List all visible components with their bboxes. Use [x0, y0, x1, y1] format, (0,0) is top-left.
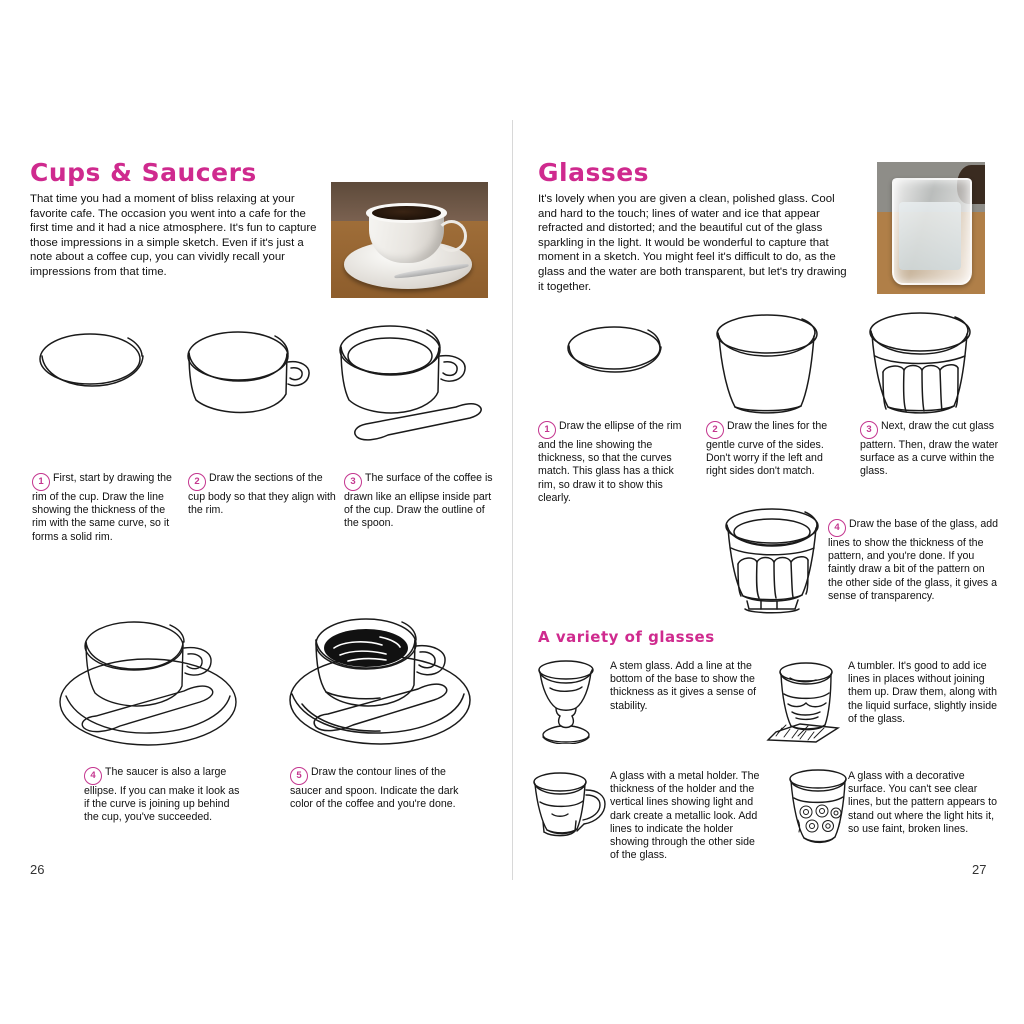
page-title-glasses: Glasses — [538, 158, 650, 187]
illustration-cup-rim-ellipse — [32, 326, 152, 396]
step-badge-3: 3 — [344, 473, 362, 491]
glass-step-text-2: Draw the lines for the gentle curve of the sides. Don't worry if the left and right sides don't match. — [706, 420, 828, 478]
glass-step-badge-4: 4 — [828, 519, 846, 537]
photo-coffee-cup — [331, 182, 488, 298]
intro-paragraph-glasses: It's lovely when you are given a clean, polished glass. Cool and hard to the touch; lines of water and ice that appear refracted and distorted; and the beautiful cut of the glass sparkling in the light. It would be wonderful to capture that moment in a sketch. You might feel it's difficult to do, as the glass and the water are both transparent, but let's try drawing it together. — [538, 193, 847, 293]
step-caption-5 — [290, 766, 460, 811]
illustration-glass-rim-ellipse — [560, 322, 670, 382]
variety-caption-decorative-glass: A glass with a decorative surface. You can't see clear lines, but the pattern appears to stand out where the light hits it, so use faint, broken lines. — [848, 770, 998, 835]
page-number-right: 27 — [972, 862, 987, 877]
step-caption-3 — [344, 472, 494, 531]
illustration-finished-glass — [717, 506, 827, 618]
illustration-finished-coffee-cup — [282, 600, 497, 755]
glass-step-caption-2 — [706, 420, 846, 479]
step-badge-1: 1 — [32, 473, 50, 491]
subsection-title-variety-of-glasses: A variety of glasses — [538, 628, 715, 646]
step-badge-2: 2 — [188, 473, 206, 491]
glass-step-caption-1 — [538, 420, 686, 505]
illustration-tumbler-on-coaster — [764, 658, 850, 744]
illustration-decorative-glass — [780, 766, 856, 850]
illustration-cup-body-sections — [178, 326, 318, 426]
illustration-cup-on-saucer-with-spoon — [52, 604, 262, 754]
step-text-5: Draw the contour lines of the saucer and spoon. Indicate the dark color of the coffee and you're done. — [290, 766, 459, 811]
glass-step-badge-3: 3 — [860, 421, 878, 439]
glass-step-caption-4 — [828, 518, 1000, 603]
variety-caption-tumbler: A tumbler. It's good to add ice lines in places without joining them up. Draw them, along with the liquid surface, slightly inside of the glass. — [848, 660, 997, 725]
step-text-2: Draw the sections of the cup body so that they align with the rim. — [188, 472, 336, 517]
photo-water-glass — [877, 162, 985, 294]
photo-cup-handle — [436, 220, 467, 252]
illustration-cup-with-coffee-and-spoon — [330, 320, 500, 450]
glass-step-text-4: Draw the base of the glass, add lines to show the thickness of the pattern, and you're done. If you faintly draw a bit of the pattern on the other side of the glass, it gives a sense of transparency. — [828, 518, 998, 602]
step-text-4: The saucer is also a large ellipse. If you can make it look as if the curve is joining up behind the cup, you've succeeded. — [84, 766, 240, 824]
step-text-1: First, start by drawing the rim of the cup. Draw the line showing the thickness of the rim with the same curve, so it forms a solid rim. — [32, 472, 172, 543]
glass-step-badge-2: 2 — [706, 421, 724, 439]
right-page — [512, 0, 1024, 1024]
glass-step-text-1: Draw the ellipse of the rim and the line showing the thickness, so that the curves match. This glass has a thick rim, so draw it to show this clearly. — [538, 420, 682, 504]
step-caption-2 — [188, 472, 336, 517]
illustration-glass-cut-pattern — [860, 310, 980, 418]
glass-step-badge-1: 1 — [538, 421, 556, 439]
glass-step-caption-3 — [860, 420, 1008, 479]
step-caption-4 — [84, 766, 244, 825]
step-text-3: The surface of the coffee is drawn like an ellipse inside part of the cup. Draw the outline of the spoon. — [344, 472, 493, 530]
page-number-left: 26 — [30, 862, 45, 877]
illustration-glass-with-metal-holder — [526, 768, 610, 850]
photo-glass-water — [899, 202, 962, 271]
illustration-stem-glass — [530, 658, 602, 744]
illustration-glass-sides — [707, 312, 827, 417]
step-badge-5: 5 — [290, 767, 308, 785]
step-caption-1 — [32, 472, 182, 544]
glass-step-text-3: Next, draw the cut glass pattern. Then, draw the water surface as a curve within the glass. — [860, 420, 999, 478]
step-badge-4: 4 — [84, 767, 102, 785]
intro-paragraph-cups: That time you had a moment of bliss relaxing at your favorite cafe. The occasion you went into a cafe for the first time and it had a nice atmosphere. It's fun to capture those impressions in a simple sketch. Even if it's just a note about a coffee cup, you can vividly recall your impressions from that time. — [30, 193, 317, 278]
variety-caption-metal-holder: A glass with a metal holder. The thickness of the holder and the vertical lines showing light and dark create a metallic look. Add lines to indicate the holder showing through the other side of the glass. — [610, 770, 760, 862]
page-title-cups-and-saucers: Cups & Saucers — [30, 158, 257, 187]
variety-caption-stem-glass: A stem glass. Add a line at the bottom of the base to show the thickness as it gives a sense of stability. — [610, 660, 757, 712]
